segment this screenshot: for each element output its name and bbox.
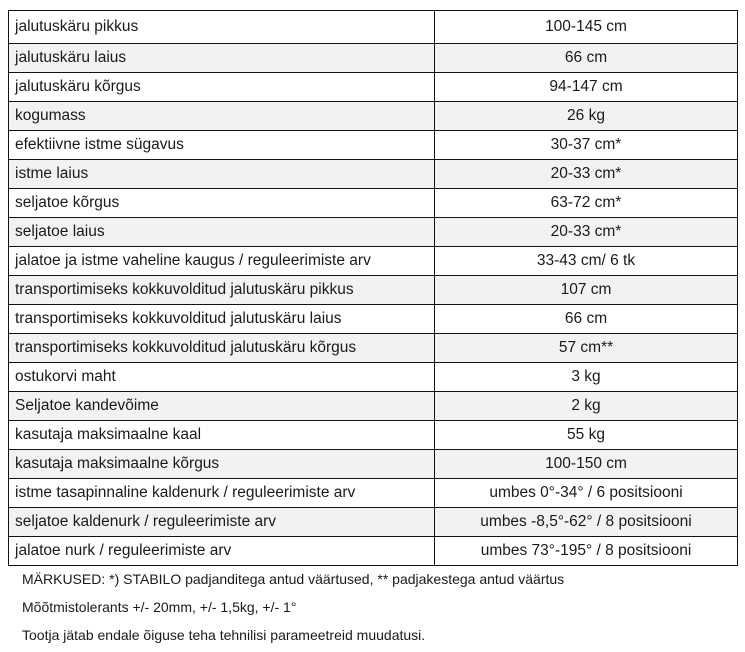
row-label: seljatoe kõrgus (9, 189, 435, 218)
table-row (9, 131, 738, 160)
row-value: 2 kg (435, 392, 738, 421)
table-row (9, 450, 738, 479)
specifications-table-body (9, 11, 738, 566)
table-row (9, 276, 738, 305)
table-row (9, 363, 738, 392)
notes-disclaimer: Tootja jätab endale õiguse teha tehnilisi parameetreid muudatusi. (22, 627, 426, 643)
table-row (9, 189, 738, 218)
table-row (9, 392, 738, 421)
table-row (9, 508, 738, 537)
row-label: efektiivne istme sügavus (9, 131, 435, 160)
row-value: 3 kg (435, 363, 738, 392)
row-label: transportimiseks kokkuvolditud jalutuskäru laius (9, 305, 435, 334)
row-value: 107 cm (435, 276, 738, 305)
row-value: 100-145 cm (435, 11, 738, 44)
row-label: kasutaja maksimaalne kaal (9, 421, 435, 450)
table-row (9, 44, 738, 73)
row-label: transportimiseks kokkuvolditud jalutuskäru kõrgus (9, 334, 435, 363)
row-label: seljatoe kaldenurk / reguleerimiste arv (9, 508, 435, 537)
row-value: 100-150 cm (435, 450, 738, 479)
row-value: 57 cm** (435, 334, 738, 363)
notes-section (22, 568, 564, 652)
table-row (9, 421, 738, 450)
row-value: 63-72 cm* (435, 189, 738, 218)
row-label: seljatoe laius (9, 218, 435, 247)
row-label: transportimiseks kokkuvolditud jalutuskäru pikkus (9, 276, 435, 305)
row-label: kogumass (9, 102, 435, 131)
row-label: ostukorvi maht (9, 363, 435, 392)
table-row (9, 102, 738, 131)
table-row (9, 537, 738, 566)
row-value: 66 cm (435, 44, 738, 73)
notes-tolerance: Mõõtmistolerants +/- 20mm, +/- 1,5kg, +/- 1° (22, 599, 297, 615)
table-row (9, 479, 738, 508)
row-label: jalatoe ja istme vaheline kaugus / reguleerimiste arv (9, 247, 435, 276)
row-label: istme tasapinnaline kaldenurk / reguleerimiste arv (9, 479, 435, 508)
row-label: jalutuskäru kõrgus (9, 73, 435, 102)
table-row (9, 73, 738, 102)
table-row (9, 218, 738, 247)
row-label: istme laius (9, 160, 435, 189)
row-value: 66 cm (435, 305, 738, 334)
row-value: 20-33 cm* (435, 160, 738, 189)
row-value: umbes 73°-195° / 8 positsiooni (435, 537, 738, 566)
table-row (9, 160, 738, 189)
notes-remarks: MÄRKUSED: *) STABILO padjanditega antud väärtused, ** padjakestega antud väärtus (22, 571, 565, 587)
row-label: kasutaja maksimaalne kõrgus (9, 450, 435, 479)
row-value: 94-147 cm (435, 73, 738, 102)
row-label: Seljatoe kandevõime (9, 392, 435, 421)
row-label: jalatoe nurk / reguleerimiste arv (9, 537, 435, 566)
row-label: jalutuskäru laius (9, 44, 435, 73)
specifications-table (8, 10, 738, 566)
row-value: 26 kg (435, 102, 738, 131)
row-value: umbes -8,5°-62° / 8 positsiooni (435, 508, 738, 537)
row-value: 55 kg (435, 421, 738, 450)
row-label: jalutuskäru pikkus (9, 11, 435, 44)
row-value: umbes 0°-34° / 6 positsiooni (435, 479, 738, 508)
table-row (9, 334, 738, 363)
row-value: 30-37 cm* (435, 131, 738, 160)
table-row (9, 305, 738, 334)
table-row (9, 11, 738, 44)
table-row (9, 247, 738, 276)
row-value: 33-43 cm/ 6 tk (435, 247, 738, 276)
row-value: 20-33 cm* (435, 218, 738, 247)
